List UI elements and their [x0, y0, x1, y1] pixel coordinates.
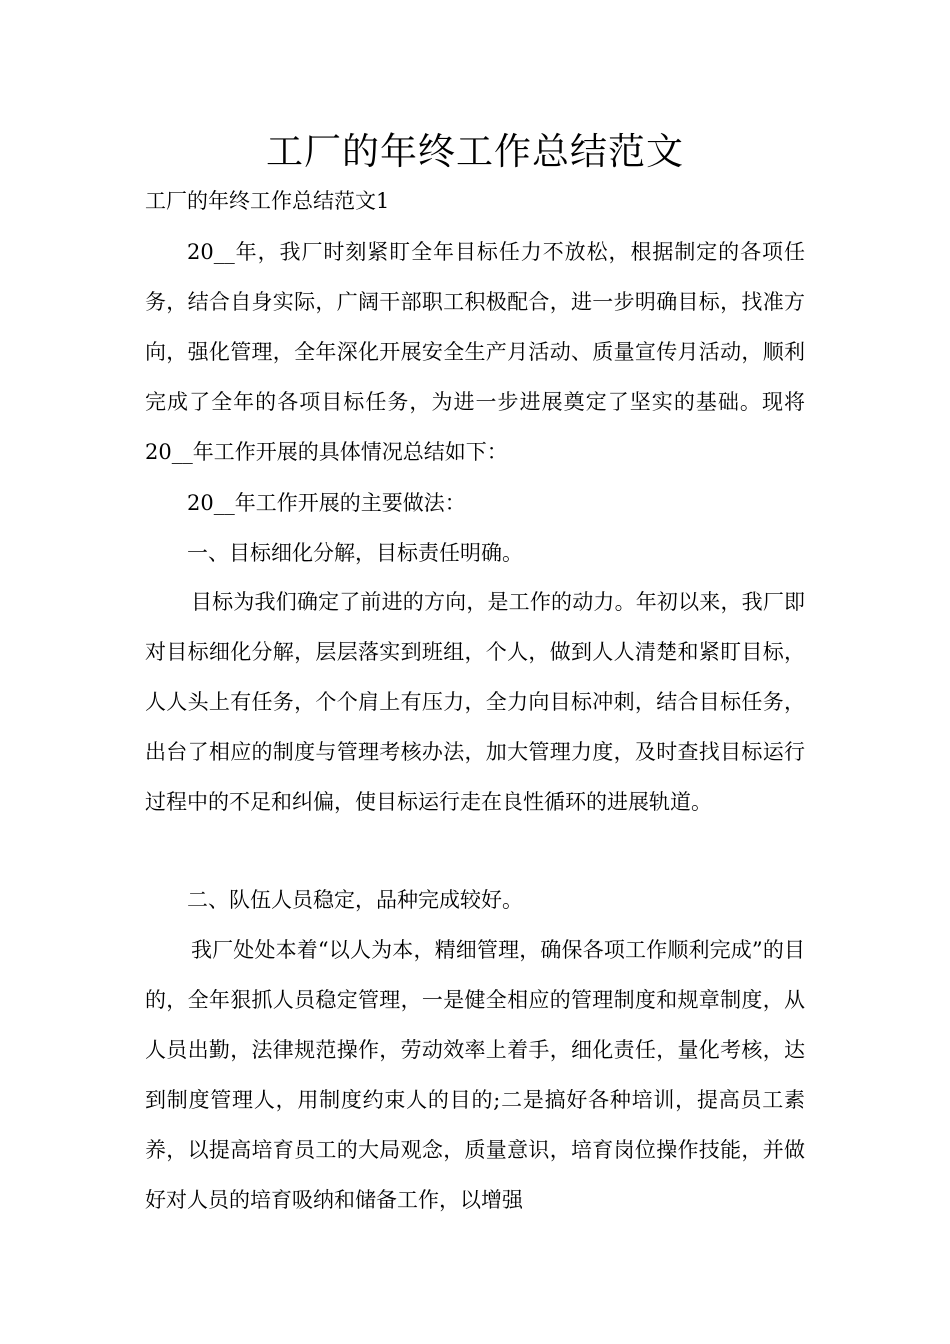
paragraph-methods-heading: 20__年工作开展的主要做法： [187, 491, 466, 515]
section-heading-1: 一、目标细化分解，目标责任明确。 [187, 541, 523, 565]
document-title: 工厂的年终工作总结范文 [266, 130, 684, 173]
paragraph-intro: 20__年，我厂时刻紧盯全年目标任力不放松，根据制定的各项任务，结合自身实际，广阔干部职工积极配合，进一步明确目标，找准方向，强化管理，全年深化开展安全生产月活动、质量宣传月活动，顺利完成了全年的各项目标任务，为进一步进展奠定了坚实的基础。现将20__年工作开展的具体情况总结如下： [145, 240, 805, 464]
document-subtitle: 工厂的年终工作总结范文1 [145, 189, 390, 213]
paragraph-section-1: 目标为我们确定了前进的方向，是工作的动力。年初以来，我厂即对目标细化分解，层层落实到班组，个人，做到人人清楚和紧盯目标，人人头上有任务，个个肩上有压力，全力向目标冲刺，结合目标任务，出台了相应的制度与管理考核办法，加大管理力度，及时查找目标运行过程中的不足和纠偏，使目标运行走在良性循环的进展轨道。 [145, 590, 805, 814]
paragraph-section-2: 我厂处处本着“以人为本，精细管理，确保各项工作顺利完成”的目的，全年狠抓人员稳定管理，一是健全相应的管理制度和规章制度，从人员出勤，法律规范操作，劳动效率上着手，细化责任，量化考核，达到制度管理人，用制度约束人的目的;二是搞好各种培训，提高员工素养，以提高培育员工的大局观念，质量意识，培育岗位操作技能，并做好对人员的培育吸纳和储备工作，以增强 [145, 938, 805, 1212]
section-heading-2: 二、队伍人员稳定，品种完成较好。 [187, 888, 523, 912]
